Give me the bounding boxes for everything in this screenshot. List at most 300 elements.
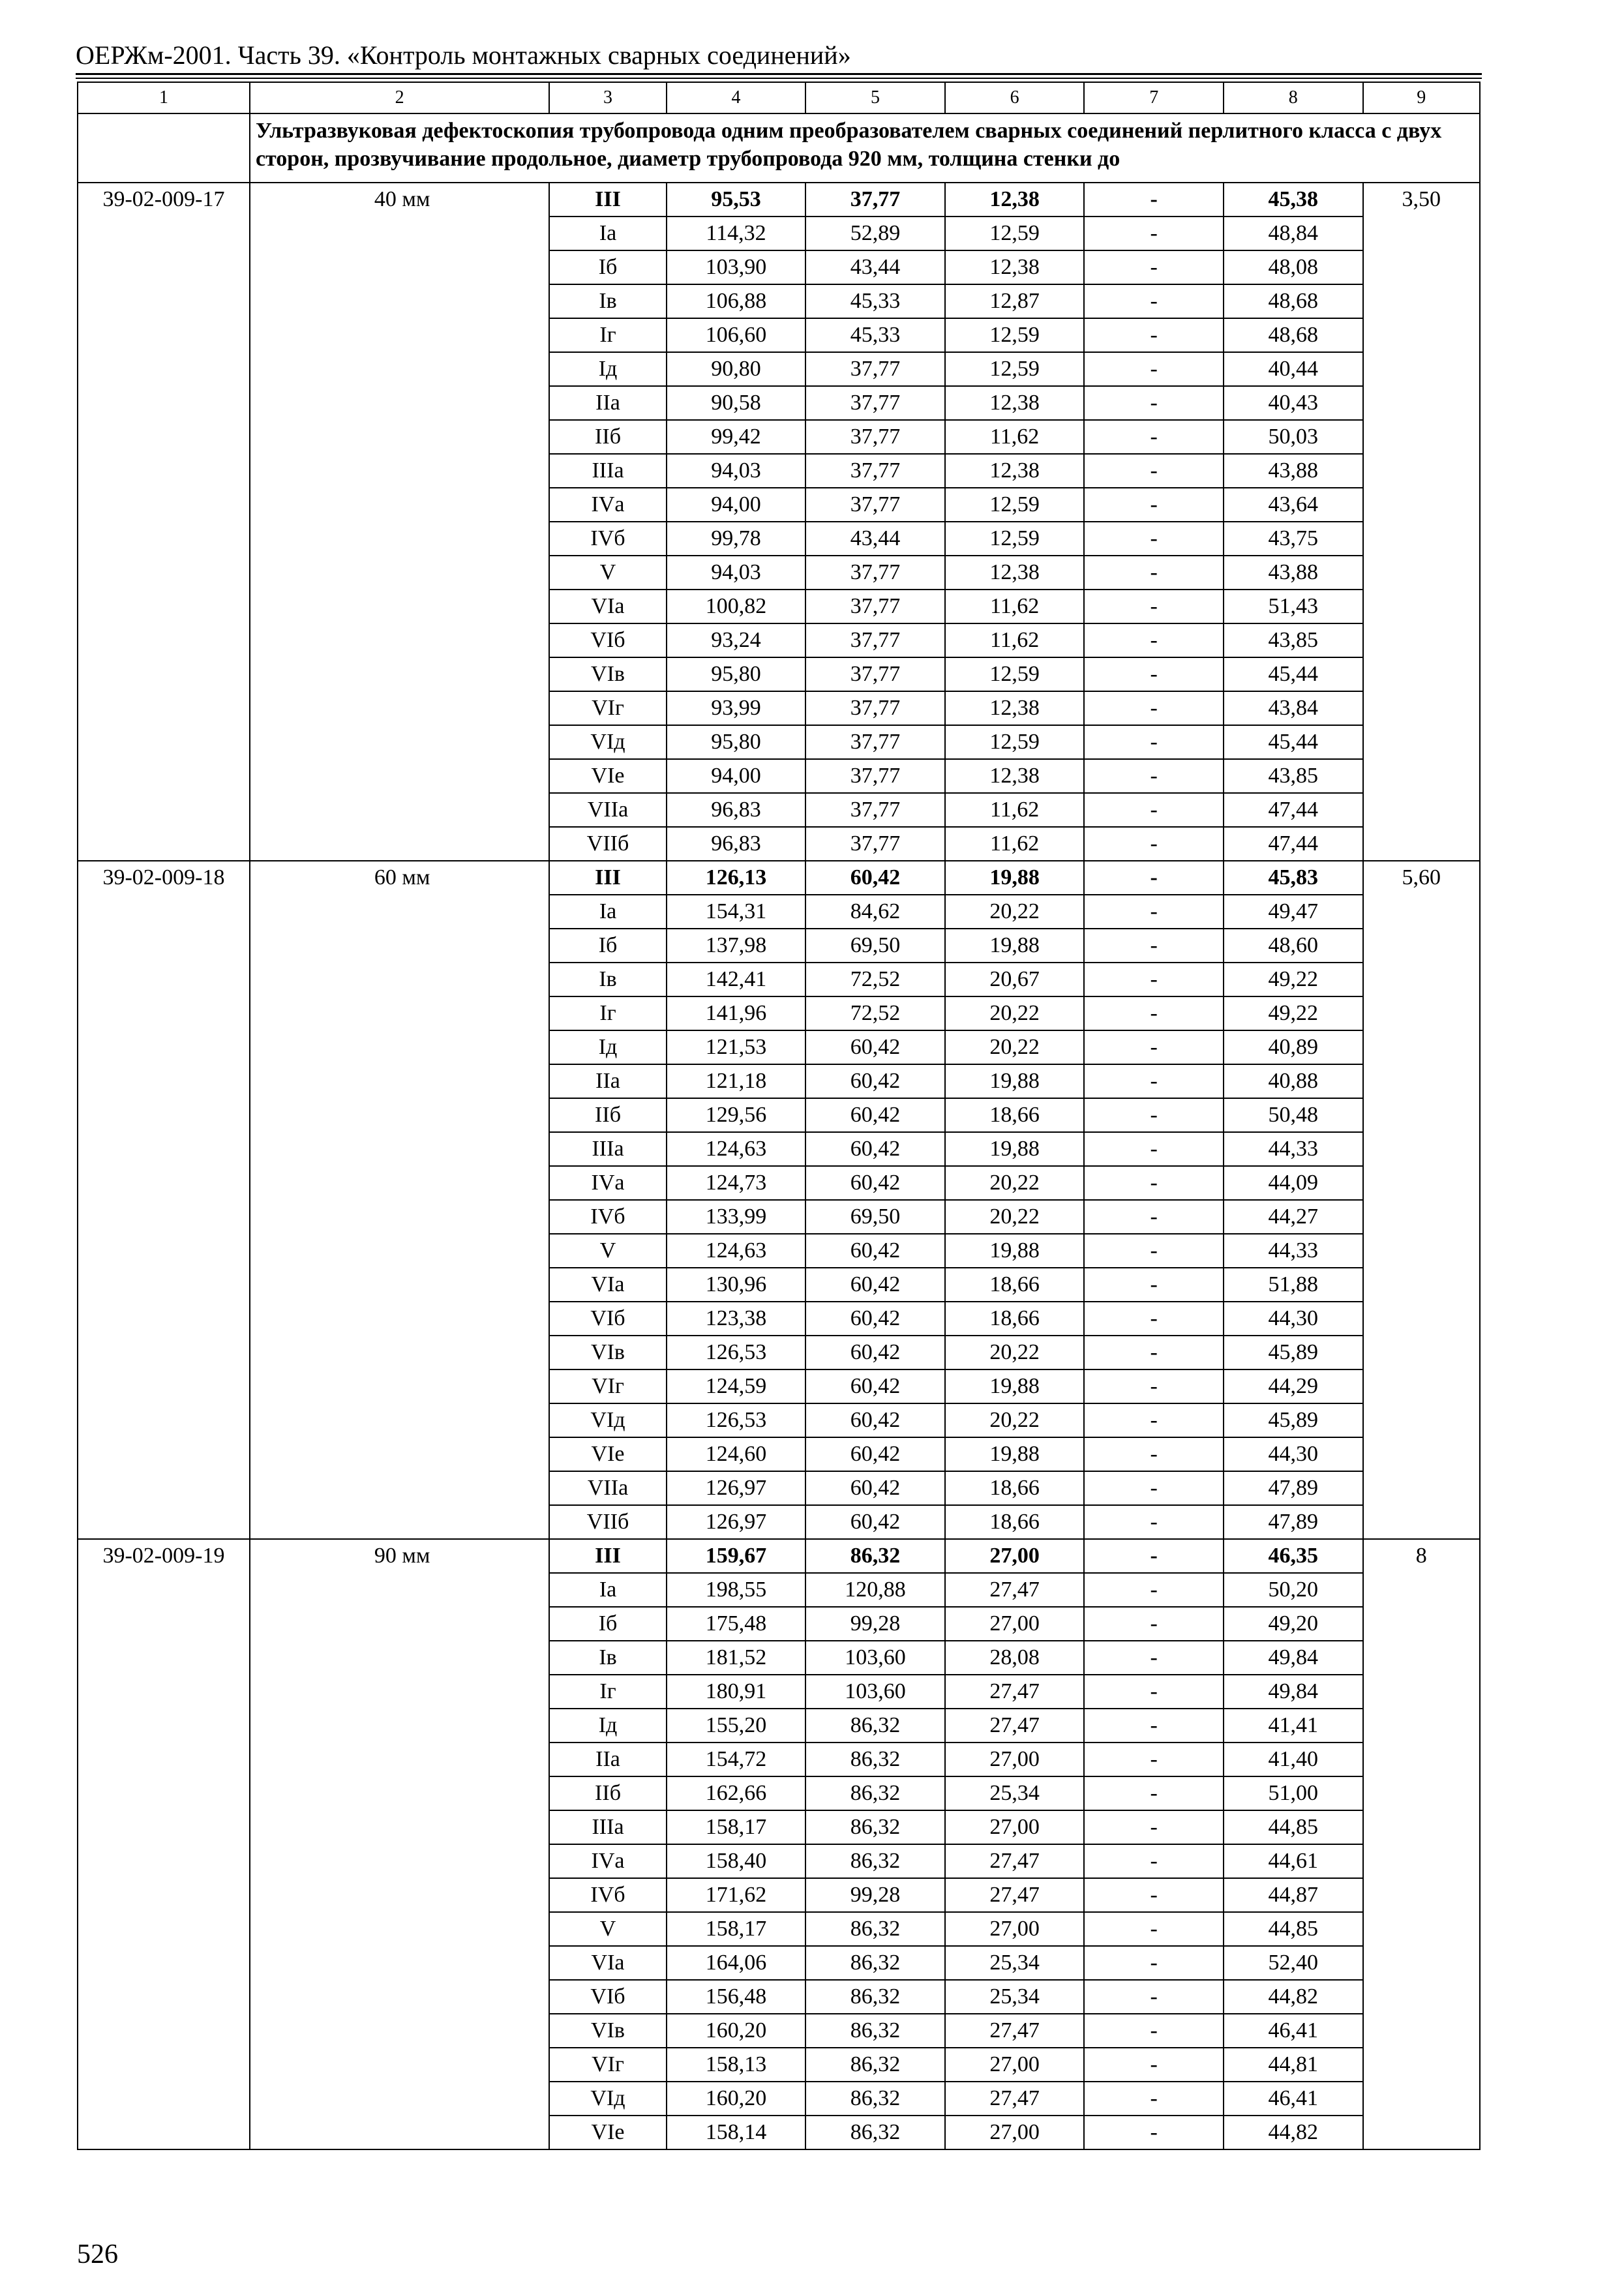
machines-cell: 27,00 (945, 1607, 1085, 1641)
materials-cell: 47,89 (1224, 1505, 1363, 1539)
drivers-wages-cell: - (1084, 895, 1224, 929)
zone-cell: IVа (549, 488, 666, 522)
labor-cost-cell: 3,50 (1363, 183, 1480, 861)
wages-cell: 60,42 (805, 1437, 945, 1471)
machines-cell: 28,08 (945, 1641, 1085, 1675)
drivers-wages-cell: - (1084, 2014, 1224, 2048)
wages-cell: 86,32 (805, 2082, 945, 2116)
machines-cell: 27,47 (945, 2082, 1085, 2116)
zone-cell: VIе (549, 759, 666, 793)
machines-cell: 12,59 (945, 352, 1085, 386)
rate-code: 39-02-009-17 (78, 183, 250, 861)
materials-cell: 48,08 (1224, 250, 1363, 284)
drivers-wages-cell: - (1084, 1471, 1224, 1505)
total-cost-cell: 158,17 (667, 1912, 806, 1946)
machines-cell: 11,62 (945, 623, 1085, 657)
materials-cell: 43,75 (1224, 522, 1363, 556)
wages-cell: 72,52 (805, 996, 945, 1030)
total-cost-cell: 162,66 (667, 1776, 806, 1810)
wages-cell: 86,32 (805, 1776, 945, 1810)
wages-cell: 60,42 (805, 1336, 945, 1369)
machines-cell: 19,88 (945, 1132, 1085, 1166)
wages-cell: 45,33 (805, 284, 945, 318)
materials-cell: 48,60 (1224, 929, 1363, 963)
materials-cell: 50,03 (1224, 420, 1363, 454)
machines-cell: 18,66 (945, 1471, 1085, 1505)
total-cost-cell: 123,38 (667, 1302, 806, 1336)
zone-cell: Iг (549, 318, 666, 352)
materials-cell: 49,84 (1224, 1641, 1363, 1675)
total-cost-cell: 90,80 (667, 352, 806, 386)
zone-cell: VIе (549, 1437, 666, 1471)
drivers-wages-cell: - (1084, 1234, 1224, 1268)
wages-cell: 86,32 (805, 1844, 945, 1878)
materials-cell: 44,30 (1224, 1302, 1363, 1336)
total-cost-cell: 124,60 (667, 1437, 806, 1471)
total-cost-cell: 90,58 (667, 386, 806, 420)
section-title: Ультразвуковая дефектоскопия трубопровода одним преобразователем сварных соединений перлитного класса с двух сторон, прозвучивание продольное, диаметр трубопровода 920 мм, толщина стенки до (250, 113, 1480, 183)
machines-cell: 27,00 (945, 1810, 1085, 1844)
zone-cell: IIб (549, 1776, 666, 1810)
wages-cell: 37,77 (805, 590, 945, 623)
machines-cell: 11,62 (945, 420, 1085, 454)
drivers-wages-cell: - (1084, 1302, 1224, 1336)
drivers-wages-cell: - (1084, 284, 1224, 318)
column-number: 7 (1084, 82, 1224, 113)
total-cost-cell: 154,31 (667, 895, 806, 929)
wages-cell: 86,32 (805, 1539, 945, 1573)
zone-cell: IVа (549, 1844, 666, 1878)
section-blank-cell (78, 113, 250, 183)
machines-cell: 19,88 (945, 929, 1085, 963)
total-cost-cell: 171,62 (667, 1878, 806, 1912)
drivers-wages-cell: - (1084, 996, 1224, 1030)
total-cost-cell: 160,20 (667, 2082, 806, 2116)
materials-cell: 40,89 (1224, 1030, 1363, 1064)
wages-cell: 37,77 (805, 691, 945, 725)
materials-cell: 45,38 (1224, 183, 1363, 217)
materials-cell: 44,82 (1224, 1980, 1363, 2014)
total-cost-cell: 124,73 (667, 1166, 806, 1200)
drivers-wages-cell: - (1084, 1743, 1224, 1776)
zone-cell: VIд (549, 1403, 666, 1437)
zone-cell: Iб (549, 1607, 666, 1641)
rate-code: 39-02-009-19 (78, 1539, 250, 2149)
wages-cell: 37,77 (805, 420, 945, 454)
materials-cell: 41,41 (1224, 1709, 1363, 1743)
machines-cell: 12,38 (945, 386, 1085, 420)
drivers-wages-cell: - (1084, 1912, 1224, 1946)
total-cost-cell: 126,97 (667, 1471, 806, 1505)
drivers-wages-cell: - (1084, 420, 1224, 454)
materials-cell: 50,48 (1224, 1098, 1363, 1132)
wages-cell: 37,77 (805, 759, 945, 793)
machines-cell: 12,59 (945, 657, 1085, 691)
machines-cell: 12,38 (945, 556, 1085, 590)
table-row (78, 861, 1480, 895)
materials-cell: 40,88 (1224, 1064, 1363, 1098)
drivers-wages-cell: - (1084, 1641, 1224, 1675)
zone-cell: VIIа (549, 793, 666, 827)
drivers-wages-cell: - (1084, 793, 1224, 827)
total-cost-cell: 129,56 (667, 1098, 806, 1132)
materials-cell: 44,30 (1224, 1437, 1363, 1471)
materials-cell: 44,82 (1224, 2116, 1363, 2149)
materials-cell: 43,84 (1224, 691, 1363, 725)
wages-cell: 69,50 (805, 1200, 945, 1234)
wages-cell: 37,77 (805, 352, 945, 386)
total-cost-cell: 94,00 (667, 488, 806, 522)
wages-cell: 86,32 (805, 1709, 945, 1743)
wages-cell: 60,42 (805, 1302, 945, 1336)
total-cost-cell: 94,00 (667, 759, 806, 793)
materials-cell: 45,44 (1224, 725, 1363, 759)
materials-cell: 44,85 (1224, 1912, 1363, 1946)
wages-cell: 60,42 (805, 1030, 945, 1064)
zone-cell: IVб (549, 1200, 666, 1234)
zone-cell: VIб (549, 1980, 666, 2014)
materials-cell: 44,33 (1224, 1234, 1363, 1268)
zone-cell: Iг (549, 1675, 666, 1709)
materials-cell: 49,20 (1224, 1607, 1363, 1641)
machines-cell: 12,38 (945, 691, 1085, 725)
materials-cell: 49,47 (1224, 895, 1363, 929)
machines-cell: 12,38 (945, 759, 1085, 793)
zone-cell: IIб (549, 1098, 666, 1132)
machines-cell: 20,22 (945, 1030, 1085, 1064)
rate-description: 40 мм (250, 183, 549, 861)
wages-cell: 103,60 (805, 1675, 945, 1709)
machines-cell: 27,47 (945, 1675, 1085, 1709)
drivers-wages-cell: - (1084, 318, 1224, 352)
materials-cell: 47,89 (1224, 1471, 1363, 1505)
wages-cell: 37,77 (805, 623, 945, 657)
wages-cell: 69,50 (805, 929, 945, 963)
materials-cell: 44,81 (1224, 2048, 1363, 2082)
total-cost-cell: 106,88 (667, 284, 806, 318)
materials-cell: 49,22 (1224, 963, 1363, 996)
zone-cell: VIа (549, 590, 666, 623)
wages-cell: 37,77 (805, 488, 945, 522)
zone-cell: VIг (549, 691, 666, 725)
total-cost-cell: 181,52 (667, 1641, 806, 1675)
machines-cell: 27,47 (945, 2014, 1085, 2048)
drivers-wages-cell: - (1084, 725, 1224, 759)
drivers-wages-cell: - (1084, 250, 1224, 284)
machines-cell: 27,00 (945, 1912, 1085, 1946)
total-cost-cell: 160,20 (667, 2014, 806, 2048)
total-cost-cell: 94,03 (667, 556, 806, 590)
zone-cell: VIб (549, 623, 666, 657)
machines-cell: 11,62 (945, 793, 1085, 827)
machines-cell: 20,22 (945, 1403, 1085, 1437)
drivers-wages-cell: - (1084, 1166, 1224, 1200)
zone-cell: IVа (549, 1166, 666, 1200)
drivers-wages-cell: - (1084, 1844, 1224, 1878)
total-cost-cell: 137,98 (667, 929, 806, 963)
drivers-wages-cell: - (1084, 1200, 1224, 1234)
zone-cell: Iг (549, 996, 666, 1030)
zone-cell: Iд (549, 1709, 666, 1743)
rates-table (77, 82, 1481, 2150)
zone-cell: VIв (549, 657, 666, 691)
wages-cell: 86,32 (805, 1743, 945, 1776)
zone-cell: IVб (549, 522, 666, 556)
zone-cell: Iб (549, 250, 666, 284)
total-cost-cell: 96,83 (667, 827, 806, 861)
zone-cell: IIIа (549, 454, 666, 488)
zone-cell: VIIб (549, 827, 666, 861)
drivers-wages-cell: - (1084, 2048, 1224, 2082)
page-number: 526 (77, 2239, 118, 2269)
total-cost-cell: 158,40 (667, 1844, 806, 1878)
machines-cell: 19,88 (945, 1437, 1085, 1471)
materials-cell: 51,88 (1224, 1268, 1363, 1302)
wages-cell: 60,42 (805, 1471, 945, 1505)
materials-cell: 49,84 (1224, 1675, 1363, 1709)
zone-cell: VIа (549, 1268, 666, 1302)
zone-cell: Iд (549, 352, 666, 386)
wages-cell: 37,77 (805, 793, 945, 827)
total-cost-cell: 154,72 (667, 1743, 806, 1776)
drivers-wages-cell: - (1084, 556, 1224, 590)
machines-cell: 20,67 (945, 963, 1085, 996)
total-cost-cell: 99,42 (667, 420, 806, 454)
total-cost-cell: 106,60 (667, 318, 806, 352)
machines-cell: 25,34 (945, 1980, 1085, 2014)
total-cost-cell: 93,24 (667, 623, 806, 657)
materials-cell: 44,61 (1224, 1844, 1363, 1878)
materials-cell: 51,43 (1224, 590, 1363, 623)
wages-cell: 60,42 (805, 1505, 945, 1539)
wages-cell: 43,44 (805, 522, 945, 556)
machines-cell: 27,00 (945, 2116, 1085, 2149)
zone-cell: Iа (549, 217, 666, 250)
wages-cell: 60,42 (805, 861, 945, 895)
materials-cell: 43,88 (1224, 556, 1363, 590)
drivers-wages-cell: - (1084, 183, 1224, 217)
drivers-wages-cell: - (1084, 827, 1224, 861)
column-number: 4 (667, 82, 806, 113)
zone-cell: VIг (549, 1369, 666, 1403)
materials-cell: 40,44 (1224, 352, 1363, 386)
total-cost-cell: 121,18 (667, 1064, 806, 1098)
total-cost-cell: 164,06 (667, 1946, 806, 1980)
drivers-wages-cell: - (1084, 590, 1224, 623)
wages-cell: 60,42 (805, 1098, 945, 1132)
wages-cell: 45,33 (805, 318, 945, 352)
zone-cell: VIв (549, 1336, 666, 1369)
machines-cell: 25,34 (945, 1946, 1085, 1980)
drivers-wages-cell: - (1084, 217, 1224, 250)
drivers-wages-cell: - (1084, 1064, 1224, 1098)
drivers-wages-cell: - (1084, 1980, 1224, 2014)
machines-cell: 19,88 (945, 1234, 1085, 1268)
column-number: 2 (250, 82, 549, 113)
column-number: 8 (1224, 82, 1363, 113)
wages-cell: 60,42 (805, 1132, 945, 1166)
wages-cell: 37,77 (805, 657, 945, 691)
materials-cell: 43,64 (1224, 488, 1363, 522)
zone-cell: IIIа (549, 1132, 666, 1166)
machines-cell: 27,00 (945, 1743, 1085, 1776)
materials-cell: 50,20 (1224, 1573, 1363, 1607)
materials-cell: 41,40 (1224, 1743, 1363, 1776)
total-cost-cell: 180,91 (667, 1675, 806, 1709)
wages-cell: 60,42 (805, 1403, 945, 1437)
zone-cell: III (549, 183, 666, 217)
zone-cell: Iд (549, 1030, 666, 1064)
zone-cell: VIб (549, 1302, 666, 1336)
rate-description: 90 мм (250, 1539, 549, 2149)
materials-cell: 43,85 (1224, 759, 1363, 793)
total-cost-cell: 121,53 (667, 1030, 806, 1064)
machines-cell: 12,59 (945, 318, 1085, 352)
drivers-wages-cell: - (1084, 1369, 1224, 1403)
zone-cell: IIа (549, 386, 666, 420)
wages-cell: 60,42 (805, 1268, 945, 1302)
zone-cell: IIа (549, 1743, 666, 1776)
wages-cell: 84,62 (805, 895, 945, 929)
wages-cell: 60,42 (805, 1369, 945, 1403)
drivers-wages-cell: - (1084, 2116, 1224, 2149)
wages-cell: 86,32 (805, 1810, 945, 1844)
total-cost-cell: 124,63 (667, 1234, 806, 1268)
machines-cell: 11,62 (945, 827, 1085, 861)
labor-cost-cell: 5,60 (1363, 861, 1480, 1539)
wages-cell: 86,32 (805, 1946, 945, 1980)
total-cost-cell: 156,48 (667, 1980, 806, 2014)
machines-cell: 25,34 (945, 1776, 1085, 1810)
zone-cell: V (549, 1234, 666, 1268)
drivers-wages-cell: - (1084, 657, 1224, 691)
materials-cell: 47,44 (1224, 827, 1363, 861)
drivers-wages-cell: - (1084, 691, 1224, 725)
materials-cell: 51,00 (1224, 1776, 1363, 1810)
wages-cell: 37,77 (805, 386, 945, 420)
section-row (78, 113, 1480, 183)
zone-cell: Iа (549, 1573, 666, 1607)
zone-cell: VIд (549, 2082, 666, 2116)
zone-cell: VIв (549, 2014, 666, 2048)
machines-cell: 12,59 (945, 522, 1085, 556)
materials-cell: 48,68 (1224, 318, 1363, 352)
wages-cell: 86,32 (805, 2048, 945, 2082)
drivers-wages-cell: - (1084, 1403, 1224, 1437)
materials-cell: 44,09 (1224, 1166, 1363, 1200)
machines-cell: 27,47 (945, 1878, 1085, 1912)
column-number: 9 (1363, 82, 1480, 113)
total-cost-cell: 95,53 (667, 183, 806, 217)
zone-cell: III (549, 861, 666, 895)
materials-cell: 45,44 (1224, 657, 1363, 691)
machines-cell: 27,00 (945, 2048, 1085, 2082)
drivers-wages-cell: - (1084, 1709, 1224, 1743)
machines-cell: 20,22 (945, 996, 1085, 1030)
drivers-wages-cell: - (1084, 1505, 1224, 1539)
total-cost-cell: 95,80 (667, 657, 806, 691)
zone-cell: IIIа (549, 1810, 666, 1844)
drivers-wages-cell: - (1084, 1030, 1224, 1064)
machines-cell: 27,47 (945, 1573, 1085, 1607)
total-cost-cell: 141,96 (667, 996, 806, 1030)
drivers-wages-cell: - (1084, 386, 1224, 420)
rate-code: 39-02-009-18 (78, 861, 250, 1539)
drivers-wages-cell: - (1084, 454, 1224, 488)
zone-cell: IVб (549, 1878, 666, 1912)
total-cost-cell: 159,67 (667, 1539, 806, 1573)
wages-cell: 99,28 (805, 1607, 945, 1641)
materials-cell: 52,40 (1224, 1946, 1363, 1980)
zone-cell: VIг (549, 2048, 666, 2082)
drivers-wages-cell: - (1084, 1878, 1224, 1912)
machines-cell: 12,87 (945, 284, 1085, 318)
wages-cell: 37,77 (805, 556, 945, 590)
machines-cell: 18,66 (945, 1505, 1085, 1539)
wages-cell: 86,32 (805, 1980, 945, 2014)
machines-cell: 27,00 (945, 1539, 1085, 1573)
drivers-wages-cell: - (1084, 522, 1224, 556)
total-cost-cell: 126,13 (667, 861, 806, 895)
total-cost-cell: 158,13 (667, 2048, 806, 2082)
drivers-wages-cell: - (1084, 1336, 1224, 1369)
drivers-wages-cell: - (1084, 352, 1224, 386)
machines-cell: 11,62 (945, 590, 1085, 623)
rate-description: 60 мм (250, 861, 549, 1539)
materials-cell: 45,83 (1224, 861, 1363, 895)
materials-cell: 46,35 (1224, 1539, 1363, 1573)
total-cost-cell: 94,03 (667, 454, 806, 488)
wages-cell: 37,77 (805, 725, 945, 759)
drivers-wages-cell: - (1084, 1675, 1224, 1709)
wages-cell: 86,32 (805, 2116, 945, 2149)
drivers-wages-cell: - (1084, 1573, 1224, 1607)
total-cost-cell: 142,41 (667, 963, 806, 996)
drivers-wages-cell: - (1084, 2082, 1224, 2116)
column-number: 6 (945, 82, 1085, 113)
materials-cell: 49,22 (1224, 996, 1363, 1030)
materials-cell: 44,29 (1224, 1369, 1363, 1403)
column-number-row (78, 82, 1480, 113)
wages-cell: 52,89 (805, 217, 945, 250)
drivers-wages-cell: - (1084, 1437, 1224, 1471)
machines-cell: 12,59 (945, 488, 1085, 522)
total-cost-cell: 114,32 (667, 217, 806, 250)
zone-cell: V (549, 1912, 666, 1946)
drivers-wages-cell: - (1084, 929, 1224, 963)
drivers-wages-cell: - (1084, 963, 1224, 996)
materials-cell: 44,85 (1224, 1810, 1363, 1844)
zone-cell: VIд (549, 725, 666, 759)
total-cost-cell: 96,83 (667, 793, 806, 827)
materials-cell: 48,68 (1224, 284, 1363, 318)
machines-cell: 18,66 (945, 1302, 1085, 1336)
zone-cell: IIб (549, 420, 666, 454)
drivers-wages-cell: - (1084, 1776, 1224, 1810)
materials-cell: 45,89 (1224, 1336, 1363, 1369)
total-cost-cell: 100,82 (667, 590, 806, 623)
machines-cell: 20,22 (945, 1200, 1085, 1234)
drivers-wages-cell: - (1084, 1098, 1224, 1132)
wages-cell: 99,28 (805, 1878, 945, 1912)
wages-cell: 86,32 (805, 1912, 945, 1946)
materials-cell: 43,85 (1224, 623, 1363, 657)
total-cost-cell: 198,55 (667, 1573, 806, 1607)
total-cost-cell: 124,63 (667, 1132, 806, 1166)
total-cost-cell: 130,96 (667, 1268, 806, 1302)
machines-cell: 20,22 (945, 1336, 1085, 1369)
materials-cell: 44,33 (1224, 1132, 1363, 1166)
